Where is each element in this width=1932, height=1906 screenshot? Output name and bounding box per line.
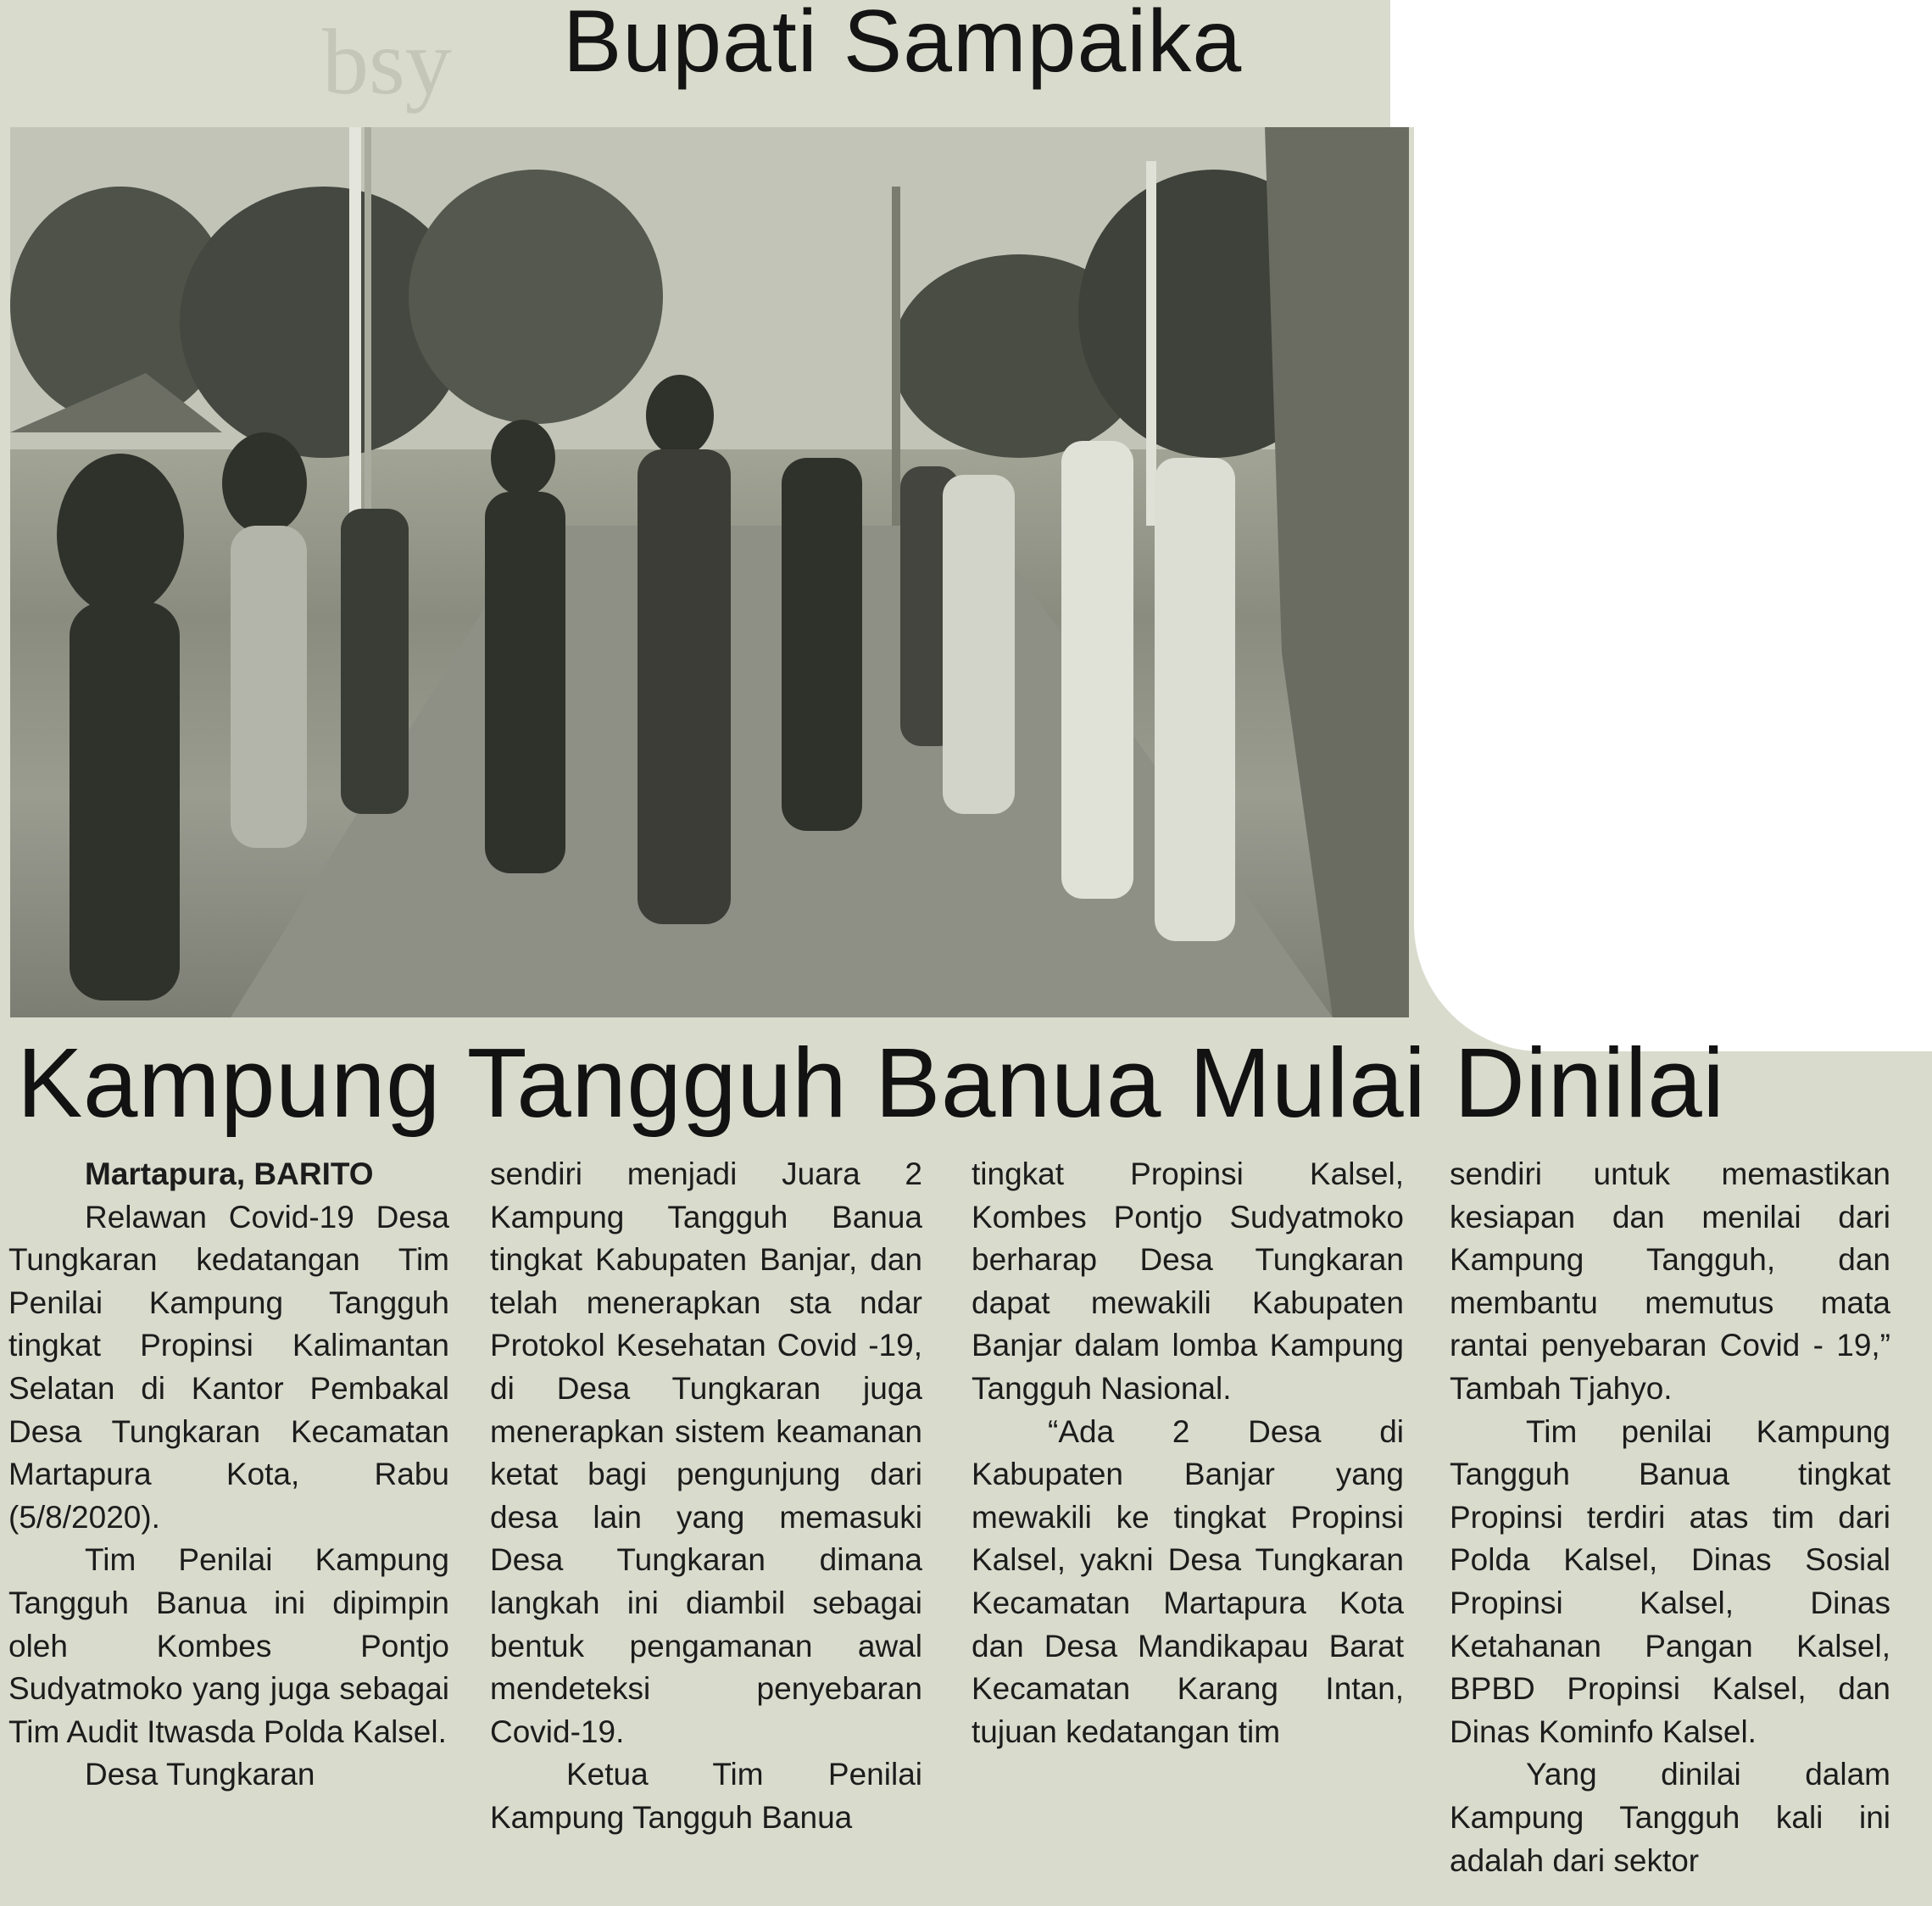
main-headline: Kampung Tangguh Banua Mulai Dinilai — [17, 1028, 1725, 1138]
paragraph: Ketua Tim Penilai Kampung Tangguh Banua — [490, 1757, 922, 1835]
paragraph: Desa Tungkaran — [85, 1757, 315, 1792]
news-photo-illustration — [10, 127, 1409, 1017]
paragraph: Relawan Covid-19 Desa Tungkaran kedatangan Tim Penilai Kampung Tangguh tingkat Propinsi Kalimantan Selatan di Kantor Pembakal Desa Tungkaran Kecamatan Martapura Kota, Rabu (5/8/2020). — [8, 1199, 449, 1535]
article-column-4 — [1450, 1153, 1890, 1882]
bleed-through-text: bsy — [322, 10, 452, 114]
paragraph: tingkat Propinsi Kalsel, Kombes Pontjo Sudyatmoko berharap Desa Tungkaran dapat mewakili Kabupaten Banjar dalam lomba Kampung Tangguh Nasional. — [972, 1156, 1404, 1406]
paragraph: sendiri menjadi Juara 2 Kampung Tangguh Banua tingkat Kabupaten Banjar, dan telah menerapkan sta ndar Protokol Kesehatan Covid -19, di Desa Tungkaran juga menerapkan sistem keamanan ketat bagi pengunjung dari desa lain yang memasuki Desa Tungkaran dimana langkah ini diambil sebagai bentuk pengamanan awal mendeteksi penyebaran Covid-19. — [490, 1156, 922, 1749]
paragraph: Yang dinilai dalam Kampung Tangguh kali ini adalah dari sektor — [1450, 1757, 1890, 1878]
news-photo — [10, 127, 1409, 1017]
article-column-1 — [8, 1153, 449, 1797]
paragraph: Tim Penilai Kampung Tangguh Banua ini dipimpin oleh Kombes Pontjo Sudyatmoko yang juga sebagai Tim Audit Itwasda Polda Kalsel. — [8, 1542, 449, 1749]
torn-edge-top — [1390, 0, 1932, 127]
torn-edge-right — [1414, 127, 1932, 1051]
top-headline: Bupati Sampaika — [563, 0, 1243, 91]
paragraph: Tim penilai Kampung Tangguh Banua tingkat Propinsi terdiri atas tim dari Polda Kalsel, Dinas Sosial Propinsi Kalsel, Dinas Ketahanan Pangan Kalsel, BPBD Propinsi Kalsel, dan Dinas Kominfo Kalsel. — [1450, 1413, 1890, 1749]
paragraph: sendiri untuk memastikan kesiapan dan menilai dari Kampung Tangguh, dan membantu memutus mata rantai penyebaran Covid - 19,” Tambah Tjahyo. — [1450, 1156, 1890, 1406]
article-column-2 — [490, 1153, 922, 1840]
paragraph: “Ada 2 Desa di Kabupaten Banjar yang mewakili ke tingkat Propinsi Kalsel, yakni Desa Tungkaran Kecamatan Martapura Kota dan Desa Mandikapau Barat Kecamatan Karang Intan, tujuan kedatangan tim — [972, 1413, 1404, 1749]
article-column-3 — [972, 1153, 1404, 1753]
dateline: Martapura, BARITO — [85, 1156, 374, 1191]
